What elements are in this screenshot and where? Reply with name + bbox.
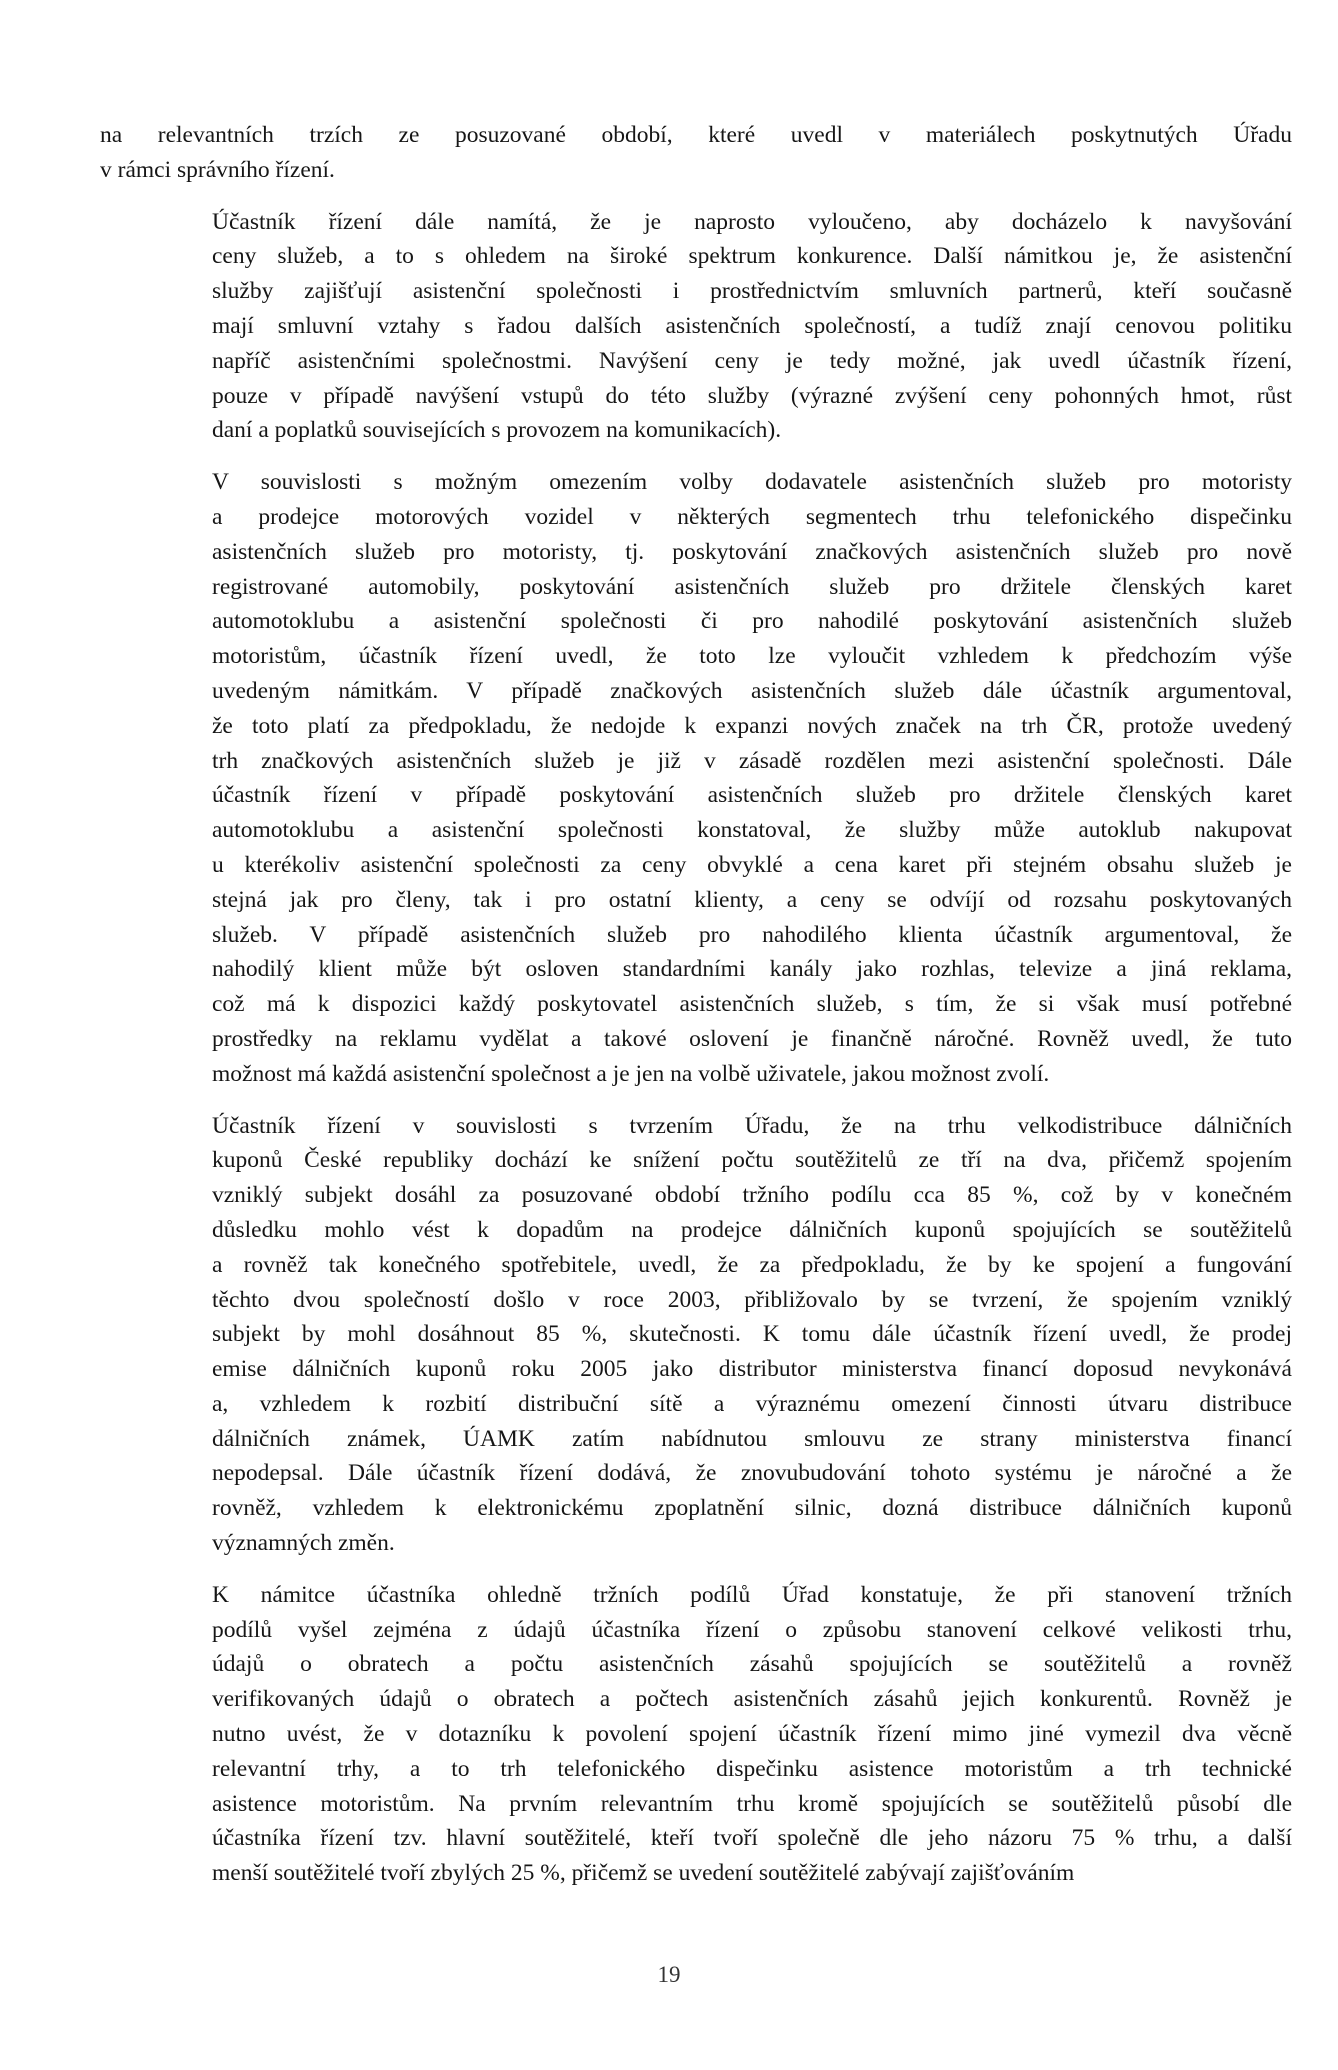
text-line: emise dálničních kuponů roku 2005 jako distributor ministerstva financí doposud nevykonává [212,1356,1292,1383]
paragraph [100,1578,1292,1891]
text-line: údajů o obratech a počtu asistenčních zásahů spojujících se soutěžitelů a rovněž [212,1651,1292,1678]
text-line: motoristům, účastník řízení uvedl, že toto lze vyloučit vzhledem k předchozím výše [212,643,1292,670]
text-line: asistence motoristům. Na prvním relevantním trhu kromě spojujících se soutěžitelů působí dle [212,1790,1292,1817]
paragraph [100,118,1292,188]
text-line: Účastník řízení dále namítá, že je naprosto vyloučeno, aby docházelo k navyšování [212,208,1292,235]
text-line: což má k dispozici každý poskytovatel asistenčních služeb, s tím, že si však musí potřebné [212,991,1292,1018]
text-line: trh značkových asistenčních služeb je již v zásadě rozdělen mezi asistenční společnosti. Dále [212,747,1292,774]
text-line: kuponů České republiky dochází ke snížení počtu soutěžitelů ze tří na dva, přičemž spojením [212,1147,1292,1174]
text-line: asistenčních služeb pro motoristy, tj. poskytování značkových asistenčních služeb pro nově [212,538,1292,565]
paragraph [100,205,1292,449]
text-line: automotoklubu a asistenční společnosti konstatoval, že služby může autoklub nakupovat [212,817,1292,844]
text-line: ceny služeb, a to s ohledem na široké spektrum konkurence. Další námitkou je, že asistenční [212,243,1292,270]
text-line: Účastník řízení v souvislosti s tvrzením Úřadu, že na trhu velkodistribuce dálničních [212,1112,1292,1139]
text-line: a prodejce motorových vozidel v některých segmentech trhu telefonického dispečinku [212,503,1292,530]
text-line: účastníka řízení tzv. hlavní soutěžitelé, kteří tvoří společně dle jeho názoru 75 % trhu, a další [212,1825,1292,1852]
text-line: menší soutěžitelé tvoří zbylých 25 %, přičemž se uvedení soutěžitelé zabývají zajišťováním [212,1860,1075,1887]
text-line: pouze v případě navýšení vstupů do této služby (výrazné zvýšení ceny pohonných hmot, růst [212,382,1292,409]
text-line: rovněž, vzhledem k elektronickému zpoplatnění silnic, dozná distribuce dálničních kuponů [212,1495,1292,1522]
text-line: podílů vyšel zejména z údajů účastníka řízení o způsobu stanovení celkové velikosti trhu, [212,1616,1292,1643]
text-line: těchto dvou společností došlo v roce 2003, přibližovalo by se tvrzení, že spojením vzniklý [212,1286,1292,1313]
text-line: na relevantních trzích ze posuzované období, které uvedl v materiálech poskytnutých Úřadu [100,122,1292,148]
text-line: nepodepsal. Dále účastník řízení dodává, že znovubudování tohoto systému je náročné a že [212,1460,1292,1487]
text-line: a, vzhledem k rozbití distribuční sítě a výraznému omezení činnosti útvaru distribuce [212,1390,1292,1417]
text-line: napříč asistenčními společnostmi. Navýšení ceny je tedy možné, jak uvedl účastník řízení, [212,347,1292,374]
text-line: služeb. V případě asistenčních služeb pro nahodilého klienta účastník argumentoval, že [212,921,1292,948]
text-line: subjekt by mohl dosáhnout 85 %, skutečnosti. K tomu dále účastník řízení uvedl, že prodej [212,1321,1292,1348]
text-line: účastník řízení v případě poskytování asistenčních služeb pro držitele členských karet [212,782,1292,809]
text-line: v rámci správního řízení. [100,156,335,183]
document-page [100,118,1292,1891]
text-line: a rovněž tak konečného spotřebitele, uvedl, že za předpokladu, že by ke spojení a fungování [212,1251,1292,1278]
text-line: vzniklý subjekt dosáhl za posuzované období tržního podílu cca 85 %, což by v konečném [212,1182,1292,1209]
text-line: možnost má každá asistenční společnost a je jen na volbě uživatele, jakou možnost zvolí. [212,1060,1050,1087]
text-line: důsledku mohlo vést k dopadům na prodejce dálničních kuponů spojujících se soutěžitelů [212,1216,1292,1243]
text-line: relevantní trhy, a to trh telefonického dispečinku asistence motoristům a trh technické [212,1755,1292,1782]
text-line: uvedeným námitkám. V případě značkových asistenčních služeb dále účastník argumentoval, [212,677,1292,704]
text-line: automotoklubu a asistenční společnosti či pro nahodilé poskytování asistenčních služeb [212,608,1292,635]
paragraph [100,465,1292,1091]
page-number: 19 [657,1962,681,1987]
text-line: prostředky na reklamu vydělat a takové oslovení je finančně náročné. Rovněž uvedl, že tuto [212,1025,1292,1052]
text-line: nutno uvést, že v dotazníku k povolení spojení účastník řízení mimo jiné vymezil dva věcně [212,1721,1292,1748]
text-line: služby zajišťují asistenční společnosti i prostřednictvím smluvních partnerů, kteří současně [212,278,1292,305]
text-line: registrované automobily, poskytování asistenčních služeb pro držitele členských karet [212,573,1292,600]
text-line: u kterékoliv asistenční společnosti za ceny obvyklé a cena karet při stejném obsahu služeb je [212,851,1292,878]
text-line: V souvislosti s možným omezením volby dodavatele asistenčních služeb pro motoristy [212,469,1292,496]
text-line: významných změn. [212,1530,395,1557]
text-line: mají smluvní vztahy s řadou dalších asistenčních společností, a tudíž znají cenovou politiku [212,312,1292,339]
text-line: nahodilý klient může být osloven standardními kanály jako rozhlas, televize a jiná reklama, [212,956,1292,983]
text-line: K námitce účastníka ohledně tržních podílů Úřad konstatuje, že při stanovení tržních [212,1581,1292,1608]
text-line: že toto platí za předpokladu, že nedojde k expanzi nových značek na trh ČR, protože uvedený [212,712,1292,739]
text-line: daní a poplatků souvisejících s provozem na komunikacích). [212,417,782,444]
text-line: verifikovaných údajů o obratech a počtech asistenčních zásahů jejich konkurentů. Rovněž je [212,1686,1292,1713]
text-line: stejná jak pro členy, tak i pro ostatní klienty, a ceny se odvíjí od rozsahu poskytovaných [212,886,1292,913]
text-line: dálničních známek, ÚAMK zatím nabídnutou smlouvu ze strany ministerstva financí [212,1425,1292,1452]
paragraph [100,1109,1292,1561]
